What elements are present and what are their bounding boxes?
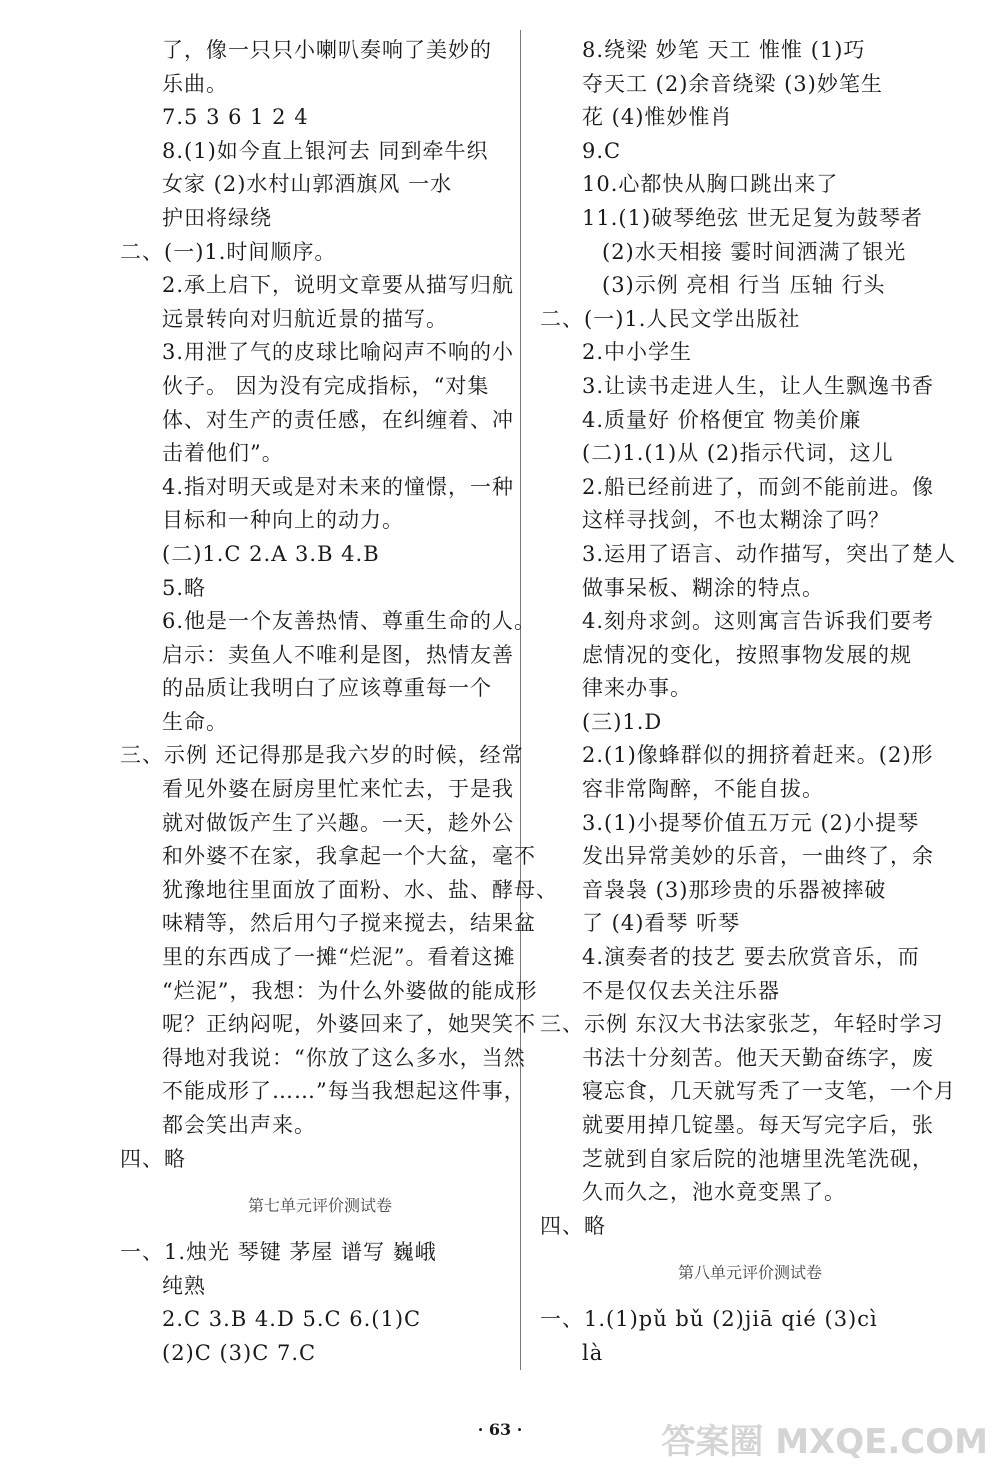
answer-line: 呢？正纳闷呢，外婆回来了，她哭笑不 xyxy=(162,1012,536,1037)
answer-line: 2.(1)像蜂群似的拥挤着赶来。(2)形 xyxy=(582,743,934,768)
answer-line: 3.(1)小提琴价值五万元 (2)小提琴 xyxy=(582,810,920,835)
answer-line: 一、1.(1)pǔ bǔ (2)jiā qié (3)cì xyxy=(540,1307,878,1332)
answer-line: 4.指对明天或是对未来的憧憬，一种 xyxy=(162,474,515,499)
answer-line: là xyxy=(582,1340,604,1365)
answer-line: 四、略 xyxy=(120,1146,186,1171)
answer-line: 了，像一只只小喇叭奏响了美妙的 xyxy=(162,38,492,62)
answer-line: 体、对生产的责任感，在纠缠着、冲 xyxy=(162,407,514,432)
answer-line: 味精等，然后用勺子搅来搅去，结果盆 xyxy=(162,911,536,936)
answer-line: (三)1.D xyxy=(582,709,663,734)
answer-line: 虑情况的变化，按照事物发展的规 xyxy=(582,642,912,667)
answer-line: 6.他是一个友善热情、尊重生命的人。 xyxy=(162,609,537,634)
answer-line: 10.心都快从胸口跳出来了 xyxy=(582,172,839,197)
answer-line: 里的东西成了一摊“烂泥”。看着这摊 xyxy=(162,945,516,970)
answer-line: 纯熟 xyxy=(162,1273,206,1298)
answer-line: 8.(1)如今直上银河去 同到牵牛织 xyxy=(162,138,489,163)
answer-line: 二、(一)1.人民文学出版社 xyxy=(540,306,801,331)
answer-line: 2.承上启下，说明文章要从描写归航 xyxy=(162,273,515,298)
answer-line: (2)水天相接 霎时间洒满了银光 xyxy=(602,239,907,264)
answer-line: (2)C (3)C 7.C xyxy=(162,1340,317,1365)
answer-line: 发出异常美妙的乐音，一曲终了，余 xyxy=(582,844,934,869)
answer-line: 和外婆不在家，我拿起一个大盆，毫不 xyxy=(162,844,536,869)
page-number: · 63 · xyxy=(477,1420,523,1439)
answer-line: 2.船已经前进了，而剑不能前进。像 xyxy=(582,474,935,499)
answer-line: 3.用泄了气的皮球比喻闷声不响的小 xyxy=(162,340,515,365)
answer-line: 书法十分刻苦。他天天勤奋练字，废 xyxy=(582,1045,934,1070)
answer-line: “烂泥”，我想：为什么外婆做的能成形 xyxy=(162,978,538,1003)
answer-line: (3)示例 亮相 行当 压轴 行头 xyxy=(602,273,886,298)
answer-line: 了 (4)看琴 听琴 xyxy=(582,911,741,936)
answer-line: 启示：卖鱼人不唯利是图，热情友善 xyxy=(162,642,514,667)
answer-line: 击着他们”。 xyxy=(162,441,284,466)
answer-line: 这样寻找剑，不也太糊涂了吗？ xyxy=(582,508,890,533)
answer-line: 律来办事。 xyxy=(582,676,692,701)
answer-line: 远景转向对归航近景的描写。 xyxy=(162,306,448,331)
answer-line: 芝就到自家后院的池塘里洗笔洗砚， xyxy=(582,1146,934,1171)
watermark-logo: 答案圈 MXQE.COM xyxy=(661,1422,988,1462)
answer-line: 三、示例 还记得那是我六岁的时候，经常 xyxy=(120,743,524,768)
answer-line: 2.中小学生 xyxy=(582,340,693,365)
answer-line: 4.刻舟求剑。这则寓言告诉我们要考 xyxy=(582,609,935,634)
answer-line: 二、(一)1.时间顺序。 xyxy=(120,239,337,264)
right-column xyxy=(540,34,960,1371)
answer-line: 不是仅仅去关注乐器 xyxy=(582,978,780,1003)
answer-line: 都会笑出声来。 xyxy=(162,1113,316,1137)
answer-line: 不能成形了……”每当我想起这件事， xyxy=(162,1079,526,1104)
answer-line: 3.运用了语言、动作描写，突出了楚人 xyxy=(582,541,957,566)
section-title: 第八单元评价测试卷 xyxy=(677,1263,822,1283)
answer-line: 4.演奏者的技艺 要去欣赏音乐，而 xyxy=(582,945,920,970)
answer-line: 5.略 xyxy=(162,575,207,600)
answer-line: 女家 (2)水村山郭酒旗风 一水 xyxy=(162,172,453,197)
answer-line: 乐曲。 xyxy=(162,71,228,96)
answer-line: 犹豫地往里面放了面粉、水、盐、酵母、 xyxy=(162,877,558,902)
answer-line: 的品质让我明白了应该尊重每一个 xyxy=(162,676,492,701)
answer-line: 9.C xyxy=(582,138,622,163)
answer-line: 夺天工 (2)余音绕梁 (3)妙笔生 xyxy=(582,71,883,96)
answer-line: 看见外婆在厨房里忙来忙去，于是我 xyxy=(162,777,514,802)
answer-line: 三、示例 东汉大书法家张芝，年轻时学习 xyxy=(540,1012,944,1037)
answer-line: 音袅袅 (3)那珍贵的乐器被摔破 xyxy=(582,877,887,902)
answer-line: 寝忘食，几天就写秃了一支笔，一个月 xyxy=(582,1079,956,1104)
answer-line: 容非常陶醉，不能自拔。 xyxy=(582,777,824,802)
answer-line: 4.质量好 价格便宜 物美价廉 xyxy=(582,407,862,432)
answer-line: (二)1.(1)从 (2)指示代词，这儿 xyxy=(582,441,894,466)
answer-line: 8.绕梁 妙笔 天工 惟惟 (1)巧 xyxy=(582,38,866,62)
answer-line: 四、略 xyxy=(540,1213,606,1238)
answer-line: 一、1.烛光 琴键 茅屋 谱写 巍峨 xyxy=(120,1240,437,1265)
answer-line: 做事呆板、糊涂的特点。 xyxy=(582,575,824,600)
column-divider xyxy=(520,30,521,1370)
answer-line: 就对做饭产生了兴趣。一天，趁外公 xyxy=(162,810,514,835)
answer-line: 2.C 3.B 4.D 5.C 6.(1)C xyxy=(162,1307,422,1332)
answer-line: 伙子。 因为没有完成指标，“对集 xyxy=(162,373,490,398)
answer-line: 护田将绿绕 xyxy=(162,205,272,230)
answer-line: 花 (4)惟妙惟肖 xyxy=(582,105,733,130)
answer-line: 就要用掉几锭墨。每天写完字后，张 xyxy=(582,1113,934,1137)
answer-line: 11.(1)破琴绝弦 世无足复为鼓琴者 xyxy=(582,205,923,230)
answer-line: 久而久之，池水竟变黑了。 xyxy=(582,1180,846,1205)
answer-line: 目标和一种向上的动力。 xyxy=(162,508,404,533)
answer-line: 得地对我说：“你放了这么多水，当然 xyxy=(162,1045,526,1070)
answer-line: 生命。 xyxy=(162,709,228,734)
answer-line: 7.5 3 6 1 2 4 xyxy=(162,105,309,130)
section-title: 第七单元评价测试卷 xyxy=(247,1196,392,1216)
answer-line: 3.让读书走进人生，让人生飘逸书香 xyxy=(582,373,935,398)
answer-line: (二)1.C 2.A 3.B 4.B xyxy=(162,541,380,566)
left-column xyxy=(120,34,558,1371)
